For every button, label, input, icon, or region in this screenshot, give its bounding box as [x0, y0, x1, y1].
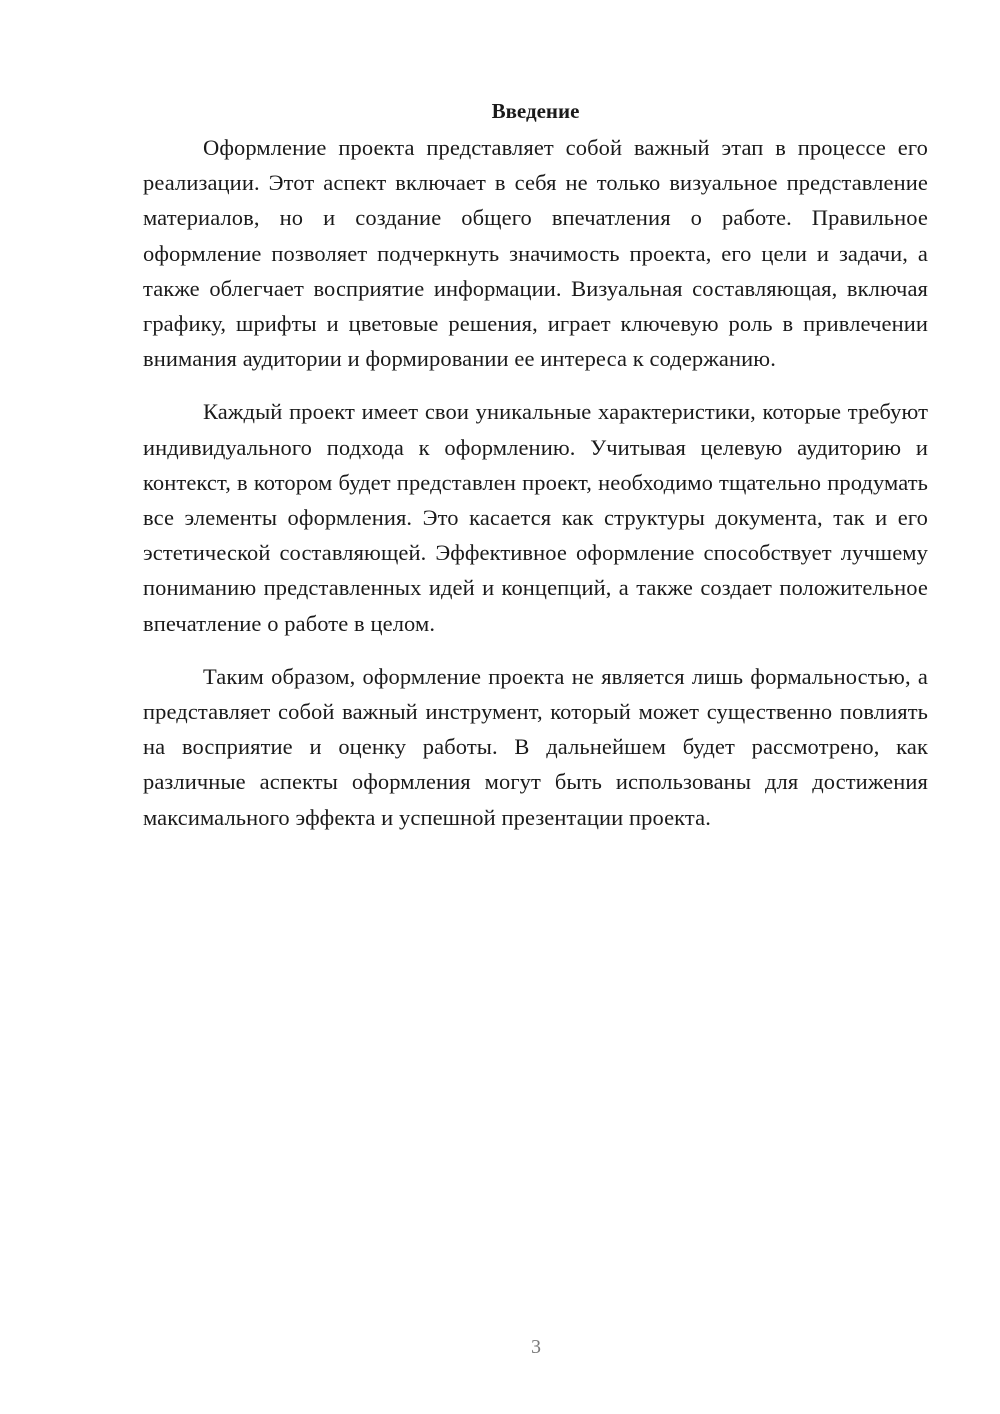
- page-number: 3: [531, 1336, 541, 1358]
- page-title: Введение: [491, 99, 580, 123]
- paragraph-3: Таким образом, оформление проекта не является лишь формальностью, а представляет собой важный инструмент, который может существенно повлиять на восприятие и оценку работы. В дальнейшем будет рассмотрено, как различные аспекты оформления могут быть использованы для достижения максимального эффекта и успешной презентации проекта.: [143, 663, 928, 830]
- paragraph-2: Каждый проект имеет свои уникальные характеристики, которые требуют индивидуального подхода к оформлению. Учитывая целевую аудиторию и контекст, в котором будет представлен проект, необходимо тщательно продумать все элементы оформления. Это касается как структуры документа, так и его эстетической составляющей. Эффективное оформление способствует лучшему пониманию представленных идей и концепций, а также создает положительное впечатление о работе в целом.: [143, 399, 928, 636]
- paragraph-1: Оформление проекта представляет собой важный этап в процессе его реализации. Этот аспект включает в себя не только визуальное представление материалов, но и создание общего впечатления о работе. Правильное оформление позволяет подчеркнуть значимость проекта, его цели и задачи, а также облегчает восприятие информации. Визуальная составляющая, включая графику, шрифты и цветовые решения, играет ключевую роль в привлечении внимания аудитории и формировании ее интереса к содержанию.: [143, 135, 928, 372]
- page-content: [143, 96, 928, 853]
